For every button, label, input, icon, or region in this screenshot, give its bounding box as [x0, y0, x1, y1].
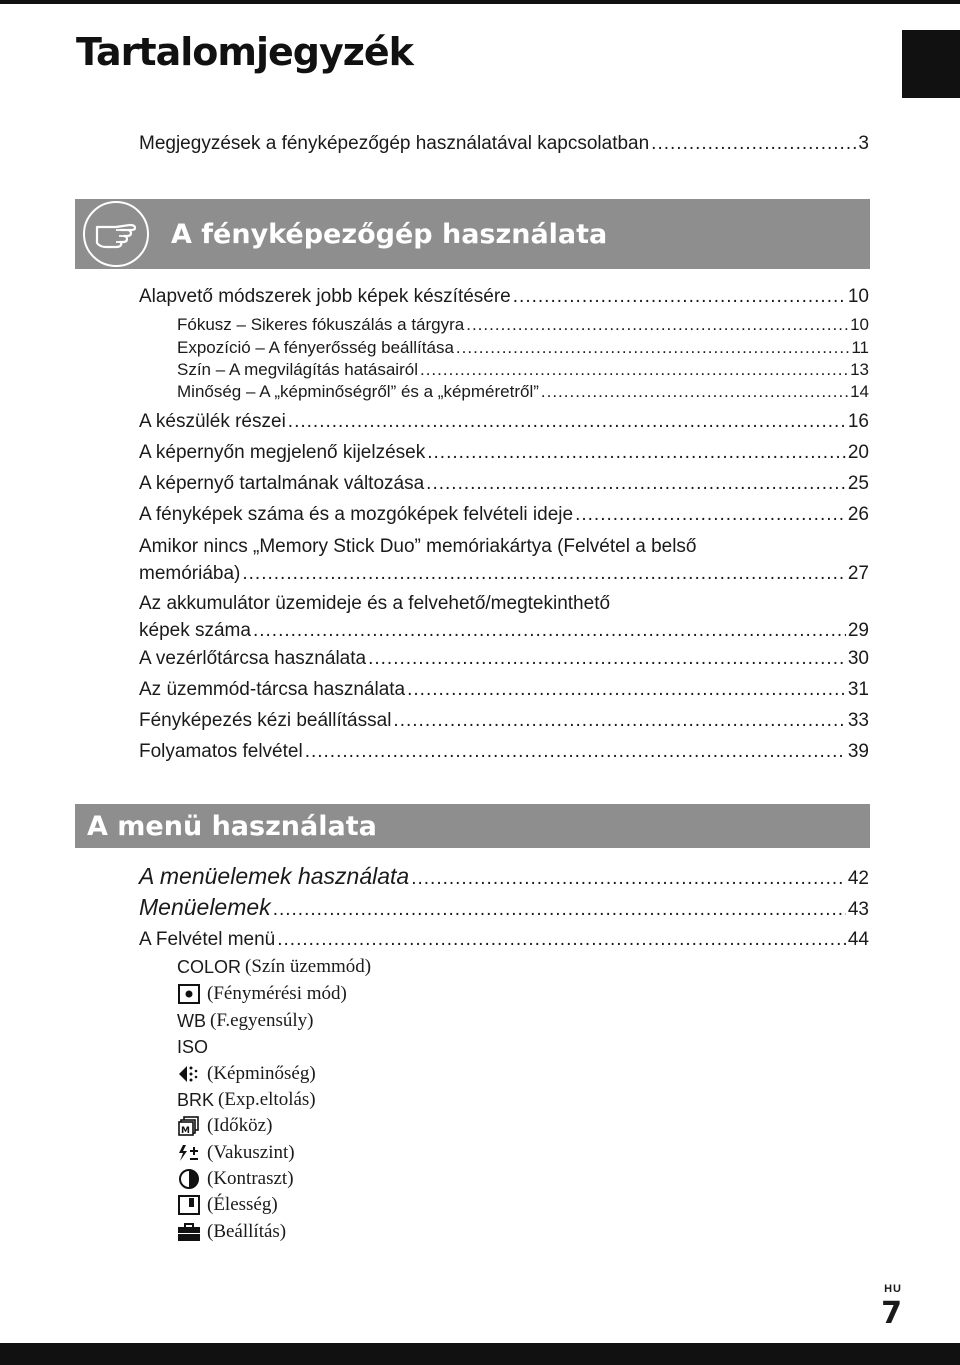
toc-entry-label: Alapvető módszerek jobb képek készítésére — [139, 286, 511, 307]
toc-page-number: 14 — [850, 382, 869, 401]
menu-item-code: ISO — [177, 1036, 209, 1057]
menu-item-text: (Képminőség) — [207, 1063, 316, 1084]
svg-text:M: M — [181, 1126, 190, 1136]
corner-tab — [902, 30, 960, 98]
spot-metering-icon — [177, 983, 201, 1005]
image-quality-icon — [177, 1063, 201, 1085]
toc-entry[interactable] — [139, 286, 869, 308]
menu-item-sharpness[interactable] — [177, 1193, 278, 1217]
menu-item-metering[interactable] — [177, 982, 347, 1006]
toc-leader-dots — [456, 338, 849, 358]
menu-item-text: (Fénymérési mód) — [207, 983, 347, 1004]
toc-entry-label: A képernyőn megjelenő kijelzések — [139, 442, 426, 463]
language-code: HU — [884, 1283, 902, 1295]
toc-entry-label: A készülék részei — [139, 411, 286, 432]
page-title: Tartalomjegyzék — [76, 30, 413, 74]
toc-subentry[interactable] — [177, 315, 869, 335]
toc-entry-label: A Felvétel menü — [139, 929, 276, 950]
toc-leader-dots — [273, 899, 846, 921]
toc-entry-label: Minőség – A „képminőségről” és a „képméretről” — [177, 382, 539, 401]
toc-subentry[interactable] — [177, 360, 869, 380]
menu-item-flash-level[interactable] — [177, 1141, 295, 1165]
toc-leader-dots — [253, 617, 846, 644]
toc-leader-dots — [305, 741, 846, 763]
menu-item-code: COLOR — [177, 956, 242, 977]
toc-page-number: 29 — [847, 620, 869, 641]
menu-item-text: (Időköz) — [207, 1115, 273, 1136]
toc-leader-dots — [407, 679, 846, 701]
menu-item-text: (Kontraszt) — [207, 1168, 294, 1189]
toc-entry-label: Expozíció – A fényerősség beállítása — [177, 338, 454, 357]
toc-page-number: 42 — [847, 868, 869, 889]
toc-leader-dots — [427, 442, 846, 464]
toc-page-number: 16 — [847, 411, 869, 432]
section-title: A fényképezőgép használata — [171, 218, 608, 250]
pointing-hand-icon — [83, 201, 149, 267]
menu-item-color[interactable] — [177, 955, 371, 979]
flash-level-icon — [177, 1142, 201, 1164]
toc-page-number: 10 — [850, 315, 869, 334]
menu-item-code: WB — [177, 1010, 206, 1031]
toc-entry-label: Az üzemmód-tárcsa használata — [139, 679, 406, 700]
contrast-icon — [177, 1168, 201, 1190]
toc-page-number: 25 — [847, 473, 869, 494]
toc-page-number: 26 — [847, 504, 869, 525]
toc-leader-dots — [575, 504, 846, 526]
menu-item-quality[interactable] — [177, 1062, 316, 1086]
toc-leader-dots — [541, 382, 848, 402]
bottom-rule — [0, 1343, 960, 1365]
page-number: 7 — [881, 1296, 902, 1331]
toc-entry-label: Amikor nincs „Memory Stick Duo” memóriakártya (Felvétel a belső — [139, 536, 697, 557]
toc-entry[interactable] — [139, 741, 869, 763]
toc-subentry[interactable] — [177, 382, 869, 402]
toc-entry[interactable] — [139, 504, 869, 526]
toc-entry-label: Menüelemek — [139, 894, 271, 920]
toc-page-number: 33 — [847, 710, 869, 731]
menu-item-bracket[interactable] — [177, 1088, 316, 1112]
toc-page-number: 30 — [847, 648, 869, 669]
toc-entry-label: Fényképezés kézi beállítással — [139, 710, 392, 731]
toc-entry[interactable] — [139, 648, 869, 670]
toc-entry-label: memóriába) — [139, 563, 241, 584]
toc-page-number: 13 — [850, 360, 869, 379]
toc-leader-dots — [513, 286, 846, 308]
toc-entry[interactable] — [139, 710, 869, 732]
toc-entry-label: A fényképek száma és a mozgóképek felvételi ideje — [139, 504, 574, 525]
section-header-camera-usage — [75, 199, 870, 269]
menu-item-text: (Élesség) — [207, 1194, 278, 1215]
toc-entry[interactable] — [139, 442, 869, 464]
toc-entry-continuation — [139, 560, 869, 587]
toc-leader-dots — [242, 560, 845, 587]
toc-entry-multiline[interactable] — [139, 533, 869, 587]
menu-item-interval[interactable] — [177, 1114, 272, 1138]
top-rule — [0, 0, 960, 4]
interval-icon — [177, 1115, 201, 1137]
toc-entry-continuation — [139, 617, 869, 644]
toc-entry-label: Az akkumulátor üzemideje és a felvehető/megtekinthető — [139, 593, 611, 614]
toc-leader-dots — [368, 648, 846, 670]
toc-leader-dots — [426, 473, 846, 495]
toc-entry[interactable] — [139, 894, 869, 921]
menu-item-iso[interactable] — [177, 1035, 212, 1059]
menu-item-code: BRK — [177, 1089, 215, 1110]
menu-item-wb[interactable] — [177, 1009, 314, 1033]
toc-entry-label: Megjegyzések a fényképezőgép használatával kapcsolatban — [139, 133, 650, 154]
toc-entry[interactable] — [139, 679, 869, 701]
menu-item-setup[interactable] — [177, 1220, 286, 1244]
toc-page-number: 10 — [847, 286, 869, 307]
toc-leader-dots — [466, 315, 848, 335]
toc-entry-label: A menüelemek használata — [139, 863, 410, 889]
toc-page-number: 44 — [847, 929, 869, 950]
toc-subentry[interactable] — [177, 338, 869, 358]
toc-leader-dots — [277, 929, 846, 951]
toc-entry-label: képek száma — [139, 620, 251, 641]
toc-leader-dots — [420, 360, 848, 380]
menu-item-contrast[interactable] — [177, 1167, 294, 1191]
toc-entry-label: Fókusz – Sikeres fókuszálás a tárgyra — [177, 315, 465, 334]
toc-page-number: 20 — [847, 442, 869, 463]
toc-entry[interactable] — [139, 473, 869, 495]
toc-entry-label: A vezérlőtárcsa használata — [139, 648, 367, 669]
toc-entry[interactable] — [139, 929, 869, 951]
menu-item-text: (Vakuszint) — [207, 1142, 295, 1163]
toc-entry[interactable] — [139, 863, 869, 890]
toc-leader-dots — [288, 411, 846, 433]
menu-item-text: (Exp.eltolás) — [218, 1089, 316, 1110]
menu-item-text: (Szín üzemmód) — [245, 956, 372, 977]
toc-entry-label: Szín – A megvilágítás hatásairól — [177, 360, 418, 379]
toc-entry-label: Folyamatos felvétel — [139, 741, 303, 762]
toc-leader-dots — [651, 133, 856, 155]
toc-page-number: 43 — [847, 899, 869, 920]
section-title: A menü használata — [87, 810, 377, 842]
toc-page-number: 31 — [847, 679, 869, 700]
menu-item-text: (F.egyensúly) — [210, 1010, 314, 1031]
menu-item-text: (Beállítás) — [207, 1221, 287, 1242]
toc-leader-dots — [411, 868, 846, 890]
toc-page-number: 39 — [847, 741, 869, 762]
toc-page-number: 27 — [847, 563, 869, 584]
toc-page-number: 3 — [858, 133, 869, 154]
setup-toolbox-icon — [177, 1221, 201, 1243]
toc-leader-dots — [393, 710, 845, 732]
toc-entry-label: A képernyő tartalmának változása — [139, 473, 425, 494]
toc-entry[interactable] — [139, 411, 869, 433]
section-header-menu-usage — [75, 804, 870, 848]
toc-entry-intro[interactable] — [139, 133, 869, 155]
toc-entry-multiline[interactable] — [139, 590, 869, 644]
toc-page-number: 11 — [851, 338, 869, 357]
sharpness-icon — [177, 1194, 201, 1216]
